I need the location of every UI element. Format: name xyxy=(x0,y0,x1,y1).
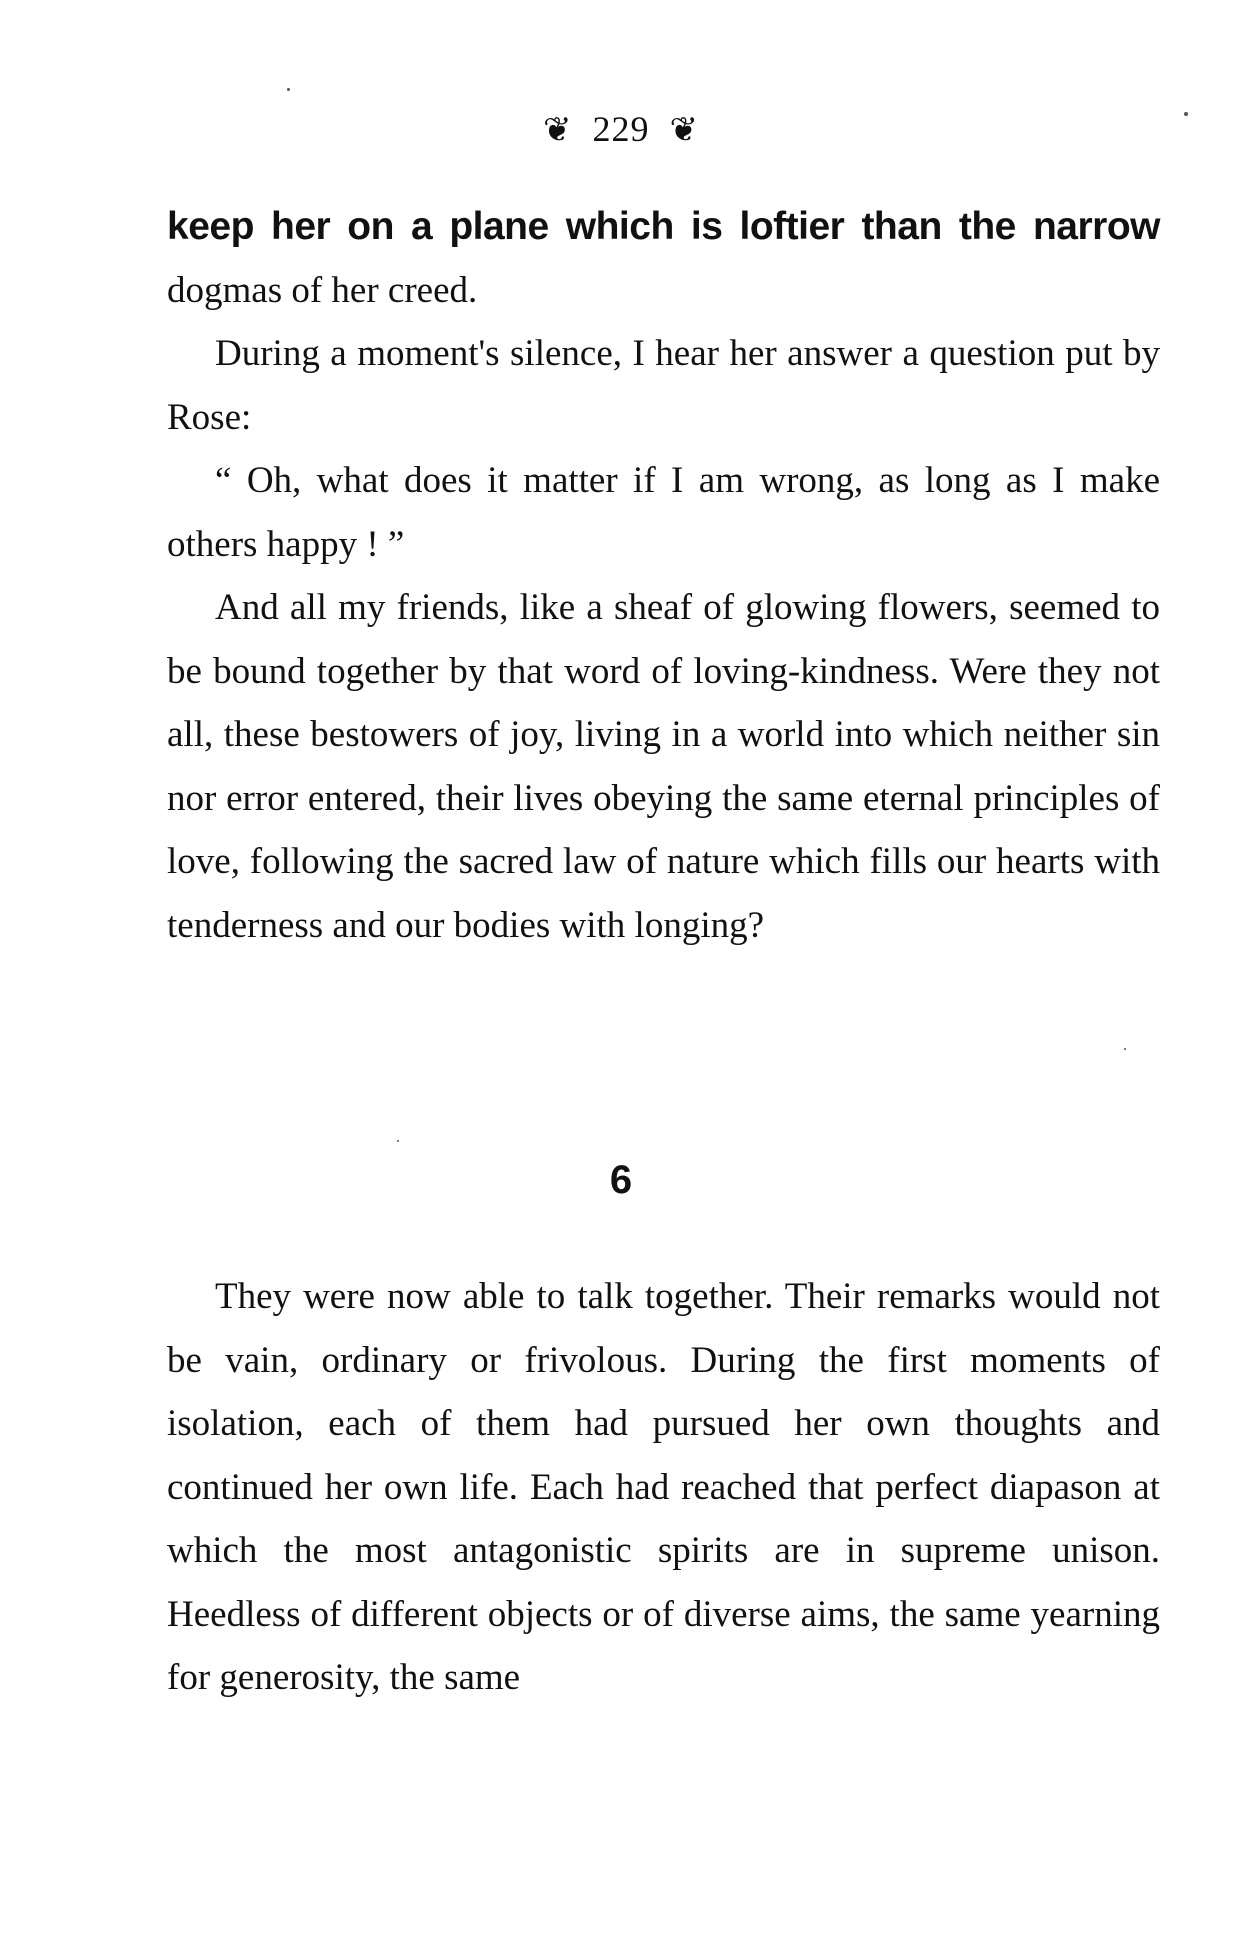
paragraph: They were now able to talk together. Their remarks would not be vain, ordinary or frivolous. During the first moments of isolation, each of them had pursued her own thoughts and continued her own life. Each had reached that perfect diapason at which the most antagonistic spirits are in supreme unison. Heedless of different objects or of diverse aims, the same yearning for generosity, the same xyxy=(167,1276,1160,1698)
section-heading: 6 xyxy=(609,1158,633,1202)
fleuron-left-icon: ❦ xyxy=(543,112,573,149)
text-block-bottom xyxy=(167,1265,1160,1710)
print-speck xyxy=(1184,112,1188,116)
fleuron-right-icon: ❦ xyxy=(669,112,699,149)
text-block-top xyxy=(167,195,1160,957)
paragraph-rest: dogmas of her creed. xyxy=(167,269,478,311)
page-header xyxy=(0,104,1242,156)
page-number: 229 xyxy=(592,109,650,149)
paragraph-continued xyxy=(167,195,1160,322)
paragraph: And all my friends, like a sheaf of glowing flowers, seemed to be bound together by that word of loving-kindness. Were they not all, these bestowers of joy, living in a world into which neither sin nor error entered, their lives obeying the same eternal principles of love, following the sacred law of nature which fills our hearts with tenderness and our bodies with longing? xyxy=(167,587,1160,946)
print-speck xyxy=(1124,1048,1126,1050)
paragraph-quote: “ Oh, what does it matter if I am wrong, as long as I make others happy ! ” xyxy=(167,460,1160,565)
paragraph: During a moment's silence, I hear her answer a question put by Rose: xyxy=(167,333,1160,438)
print-speck xyxy=(397,1140,399,1142)
paragraph-first-line: keep her on a plane which is loftier than the narrow xyxy=(167,205,1160,248)
print-speck xyxy=(287,88,290,91)
